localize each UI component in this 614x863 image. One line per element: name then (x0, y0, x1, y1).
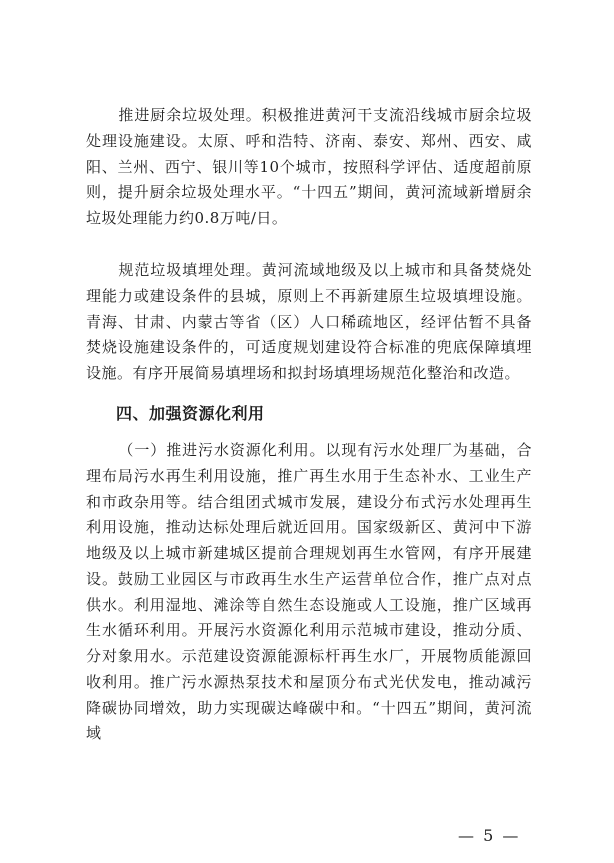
paragraph-wastewater-reuse (86, 438, 532, 747)
page-number: — 5 — (458, 826, 521, 845)
paragraph-text: （一）推进污水资源化利用。以现有污水处理厂为基础，合理布局污水再生利用设施，推广再生水用于生态补水、工业生产和市政杂用等。结合组团式城市发展，建设分布式污水处理再生利用设施，推动达标处理后就近回用。国家级新区、黄河中下游地级及以上城市新建城区提前合理规划再生水管网，有序开展建设。鼓励工业园区与市政再生水生产运营单位合作，推广点对点供水。利用湿地、滩涂等自然生态设施或人工设施，推广区域再生水循环利用。开展污水资源化利用示范城市建设，推动分质、分对象用水。示范建设资源能源标杆再生水厂，开展物质能源回收利用。推广污水源热泵技术和屋顶分布式光伏发电，推动减污降碳协同增效，助力实现碳达峰碳中和。“十四五”期间，黄河流域 (86, 441, 532, 743)
paragraph-kitchen-waste (86, 103, 532, 232)
paragraph-text: 推进厨余垃圾处理。积极推进黄河干支流沿线城市厨余垃圾处理设施建设。太原、呼和浩特、济南、泰安、郑州、西安、咸阳、兰州、西宁、银川等10个城市，按照科学评估、适度超前原则，提升厨余垃圾处理水平。“十四五”期间，黄河流域新增厨余垃圾处理能力约0.8万吨/日。 (86, 106, 532, 227)
section-heading: 四、加强资源化利用 (116, 404, 265, 423)
paragraph-landfill (86, 258, 532, 387)
paragraph-text: 规范垃圾填埋处理。黄河流域地级及以上城市和具备焚烧处理能力或建设条件的县城，原则上不再新建原生垃圾填埋设施。青海、甘肃、内蒙古等省（区）人口稀疏地区，经评估暂不具备焚烧设施建设条件的，可适度规划建设符合标准的兜底保障填埋设施。有序开展简易填埋场和拟封场填埋场规范化整治和改造。 (86, 261, 532, 382)
